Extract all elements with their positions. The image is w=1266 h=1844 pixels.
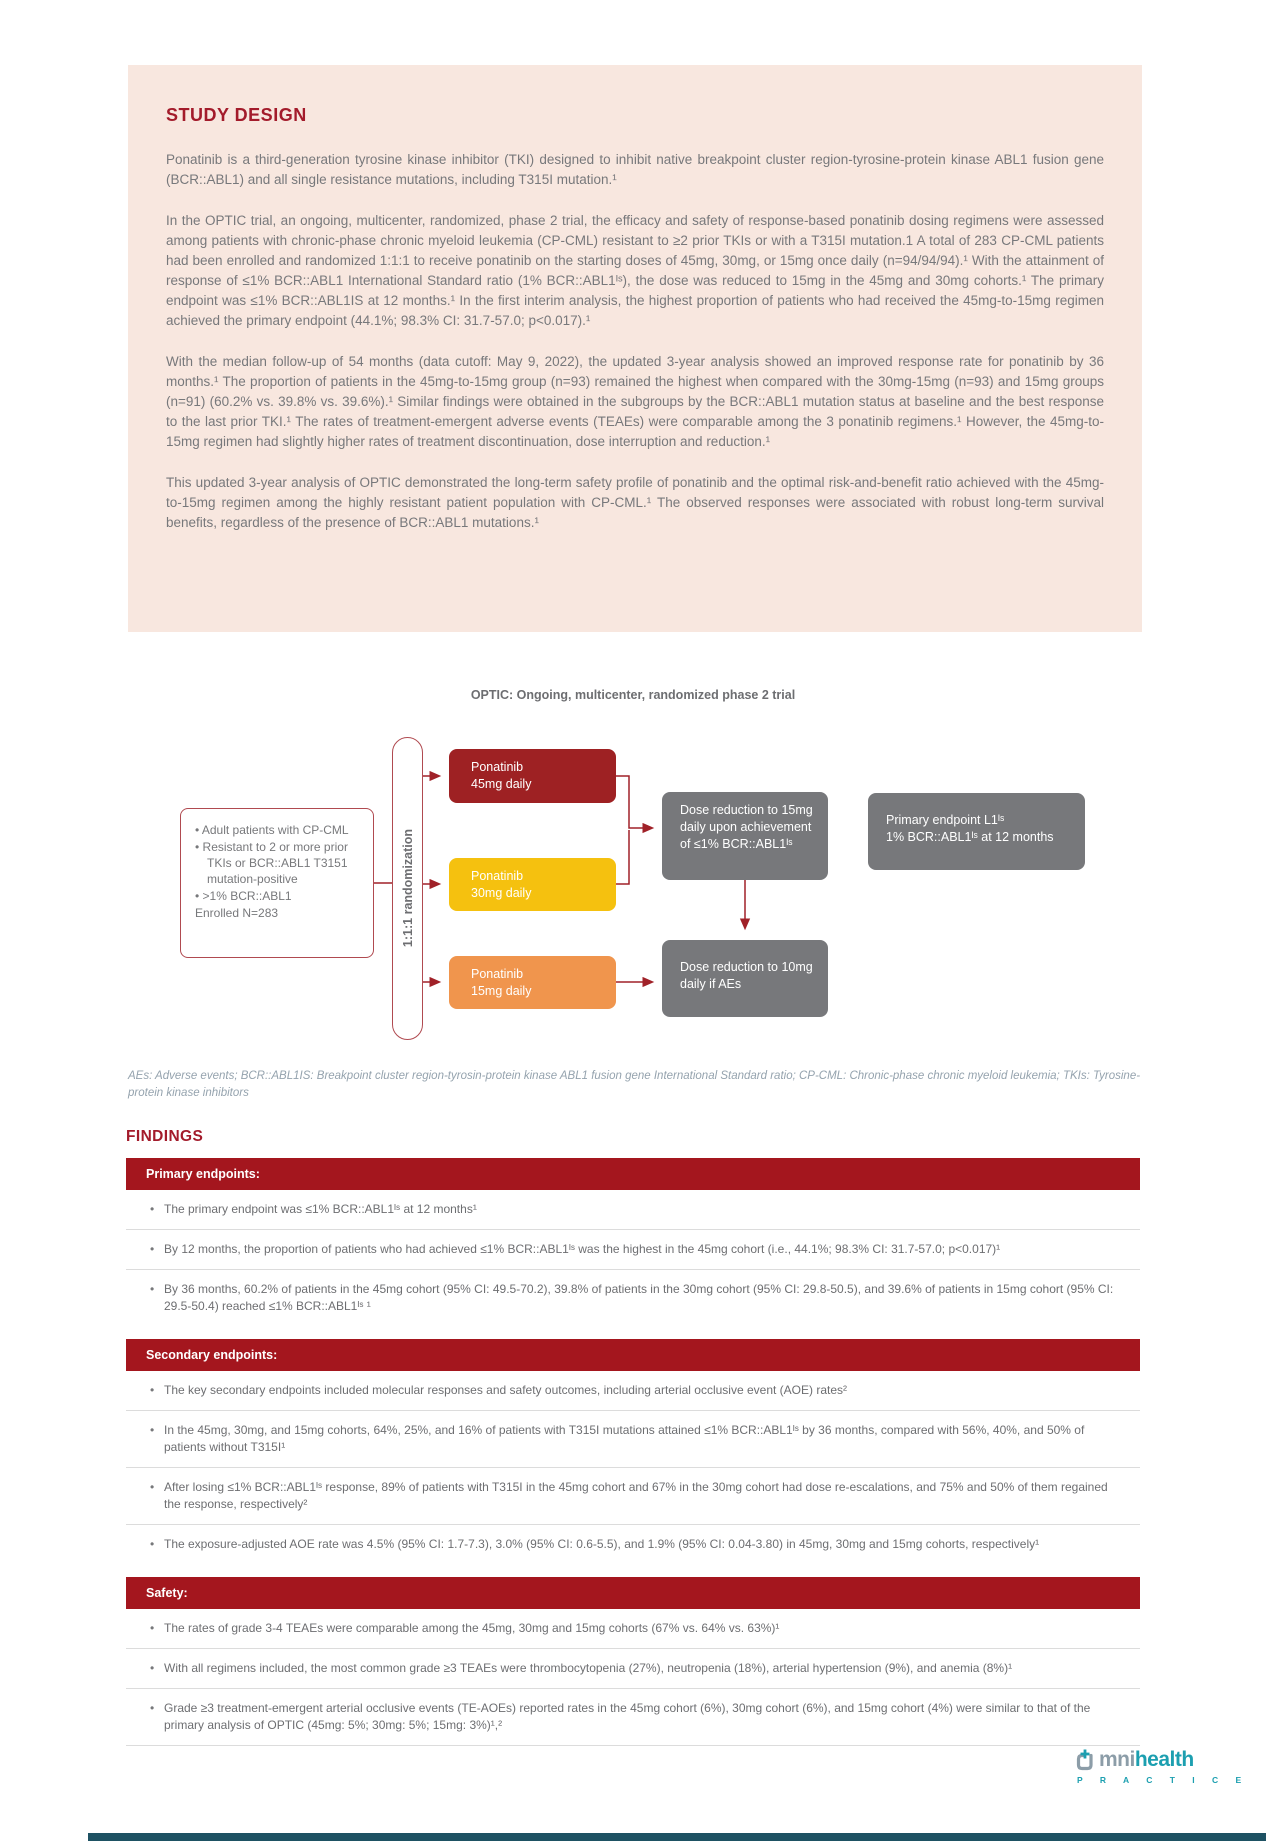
criteria-bullet: • >1% BCR::ABL1 [195,888,363,904]
primary-endpoint-box: Primary endpoint L1ᴵˢ 1% BCR::ABL1ᴵˢ at 12 months [868,793,1085,870]
bullet-icon [150,1281,164,1315]
section-header-primary-endpoints: Primary endpoints: [126,1158,1140,1190]
logo-text-health: health [1134,1748,1194,1771]
criteria-enrolled: Enrolled N=283 [195,906,279,920]
trial-design-diagram [126,660,1140,1055]
omnihealth-logo-icon [1074,1749,1097,1772]
finding-bullet: • In the 45mg, 30mg, and 15mg cohorts, 64%, 25%, and 16% of patients with T315I mutations attained ≤1% BCR::ABL1ᴵˢ by 36 months, compared with 56%, 40%, and 50% of patients without T315I¹ [126,1411,1140,1468]
arm-30mg-box: Ponatinib 30mg daily [449,858,616,911]
bottom-accent-bar [88,1833,1266,1841]
patient-criteria-box [180,808,374,958]
bullet-icon [150,1382,164,1399]
finding-bullet: • The key secondary endpoints included molecular responses and safety outcomes, including arterial occlusive event (AOE) rates² [126,1371,1140,1411]
arm-15mg-box: Ponatinib 15mg daily [449,956,616,1009]
bullet-icon [150,1479,164,1513]
bullet-icon [150,1201,164,1218]
study-design-panel [128,65,1142,632]
bullet-icon [150,1660,164,1677]
dose-reduction-upper-box: Dose reduction to 15mg daily upon achievement of ≤1% BCR::ABL1ᴵˢ [662,792,828,880]
dose-reduction-lower-box: Dose reduction to 10mg daily if AEs [662,940,828,1017]
study-paragraph-1: Ponatinib is a third-generation tyrosine kinase inhibitor (TKI) designed to inhibit native breakpoint cluster region-tyrosine-protein kinase ABL1 fusion gene (BCR::ABL1) and all single resistance mutations, including T315I mutation.¹ [166,152,1104,187]
bullet-icon [150,1700,164,1734]
study-paragraph-2: In the OPTIC trial, an ongoing, multicenter, randomized, phase 2 trial, the efficacy and safety of response-based ponatinib dosing regimens were assessed among patients with chronic-phase chronic myeloid leukemia (CP-CML) resistant to ≥2 prior TKIs or with a T315I mutation.1 A total of 283 CP-CML patients had been enrolled and randomized 1:1:1 to receive ponatinib on the starting doses of 45mg, 30mg, or 15mg once daily (n=94/94/94).¹ With the attainment of response of ≤1% BCR::ABL1 International Standard ratio (1% BCR::ABL1ᴵˢ), the dose was reduced to 15mg in the 45mg and 30mg cohorts.¹ The primary endpoint was ≤1% BCR::ABL1IS at 12 months.¹ In the first interim analysis, the highest proportion of patients who had received the 45mg-to-15mg regimen achieved the primary endpoint (44.1%; 98.3% CI: 31.7-57.0; p<0.017).¹ [166,213,1104,328]
finding-bullet: • With all regimens included, the most common grade ≥3 TEAEs were thrombocytopenia (27%), neutropenia (18%), arterial hypertension (9%), and anemia (8%)¹ [126,1649,1140,1689]
study-design-heading: STUDY DESIGN [166,105,307,125]
finding-bullet: • After losing ≤1% BCR::ABL1ᴵˢ response, 89% of patients with T315I in the 45mg cohort and 67% in the 30mg cohort had dose re-escalations, and 75% and 50% of them regained the response, respectively² [126,1468,1140,1525]
criteria-bullet: • Adult patients with CP-CML [195,822,363,838]
finding-bullet: • The rates of grade 3-4 TEAEs were comparable among the 45mg, 30mg and 15mg cohorts (67% vs. 64% vs. 63%)¹ [126,1609,1140,1649]
arm-45mg-box: Ponatinib 45mg daily [449,749,616,803]
diagram-title: OPTIC: Ongoing, multicenter, randomized phase 2 trial [470,688,796,702]
finding-bullet: • The primary endpoint was ≤1% BCR::ABL1ᴵˢ at 12 months¹ [126,1190,1140,1230]
finding-bullet: • By 12 months, the proportion of patients who had achieved ≤1% BCR::ABL1ᴵˢ was the highest in the 45mg cohort (i.e., 44.1%; 98.3% CI: 31.7-57.0; p<0.017)¹ [126,1230,1140,1270]
bullet-icon [150,1241,164,1258]
section-header-safety: Safety: [126,1577,1140,1609]
logo-subtitle-practice: P R A C T I C E [1077,1775,1249,1785]
study-paragraph-4: This updated 3-year analysis of OPTIC demonstrated the long-term safety profile of ponatinib and the optimal risk-and-benefit ratio achieved with the 45mg-to-15mg regimen among the highly resistant patient population with CP-CML.¹ The observed responses were associated with robust long-term survival benefits, regardless of the presence of BCR::ABL1 mutations.¹ [166,475,1104,530]
finding-bullet: • Grade ≥3 treatment-emergent arterial occlusive events (TE-AOEs) reported rates in the 45mg cohort (6%), 30mg cohort (6%), and 15mg cohort (4%) were similar to that of the primary analysis of OPTIC (45mg: 5%; 30mg: 5%; 15mg: 3%)¹,² [126,1689,1140,1746]
study-paragraph-3: With the median follow-up of 54 months (data cutoff: May 9, 2022), the updated 3-year analysis showed an improved response rate for ponatinib by 36 months.¹ The proportion of patients in the 45mg-to-15mg group (n=93) remained the highest when compared with the 30mg-15mg (n=93) and 15mg groups (n=91) (60.2% vs. 39.8% vs. 39.6%).¹ Similar findings were obtained in the subgroups by the BCR::ABL1 mutation status at baseline and the best response to the last prior TKI.¹ The rates of treatment-emergent adverse events (TEAEs) were comparable among the 3 ponatinib regimens.¹ However, the 45mg-to-15mg regimen had slightly higher rates of treatment discontinuation, dose interruption and reduction.¹ [166,354,1104,449]
findings-heading: FINDINGS [126,1128,204,1145]
bullet-icon [150,1536,164,1553]
randomization-bar: 1:1:1 randomization [392,737,423,1040]
findings-section [126,1128,1140,1746]
criteria-bullet: • Resistant to 2 or more prior TKIs or BCR::ABL1 T3151 mutation-positive [195,839,363,887]
section-header-secondary-endpoints: Secondary endpoints: [126,1339,1140,1371]
bullet-icon [150,1422,164,1456]
finding-bullet: • By 36 months, 60.2% of patients in the 45mg cohort (95% CI: 49.5-70.2), 39.8% of patients in the 30mg cohort (95% CI: 29.8-50.5), and 39.6% of patients in 15mg cohort (95% CI: 29.5-50.4) reached ≤1% BCR::ABL1ᴵˢ ¹ [126,1270,1140,1326]
bullet-icon [150,1620,164,1637]
abbreviations-footnote: AEs: Adverse events; BCR::ABL1IS: Breakpoint cluster region-tyrosin-protein kinase ABL1 fusion gene International Standard ratio; CP-CML: Chronic-phase chronic myeloid leukemia; TKIs: Tyrosine-protein kinase inhibitors [128,1070,1141,1099]
logo-text-mni: mni [1099,1748,1135,1771]
finding-bullet: • The exposure-adjusted AOE rate was 4.5% (95% CI: 1.7-7.3), 3.0% (95% CI: 0.6-5.5), and 1.9% (95% CI: 0.04-3.80) in 45mg, 30mg and 15mg cohorts, respectively¹ [126,1525,1140,1564]
omnihealth-logo [1074,1748,1249,1785]
